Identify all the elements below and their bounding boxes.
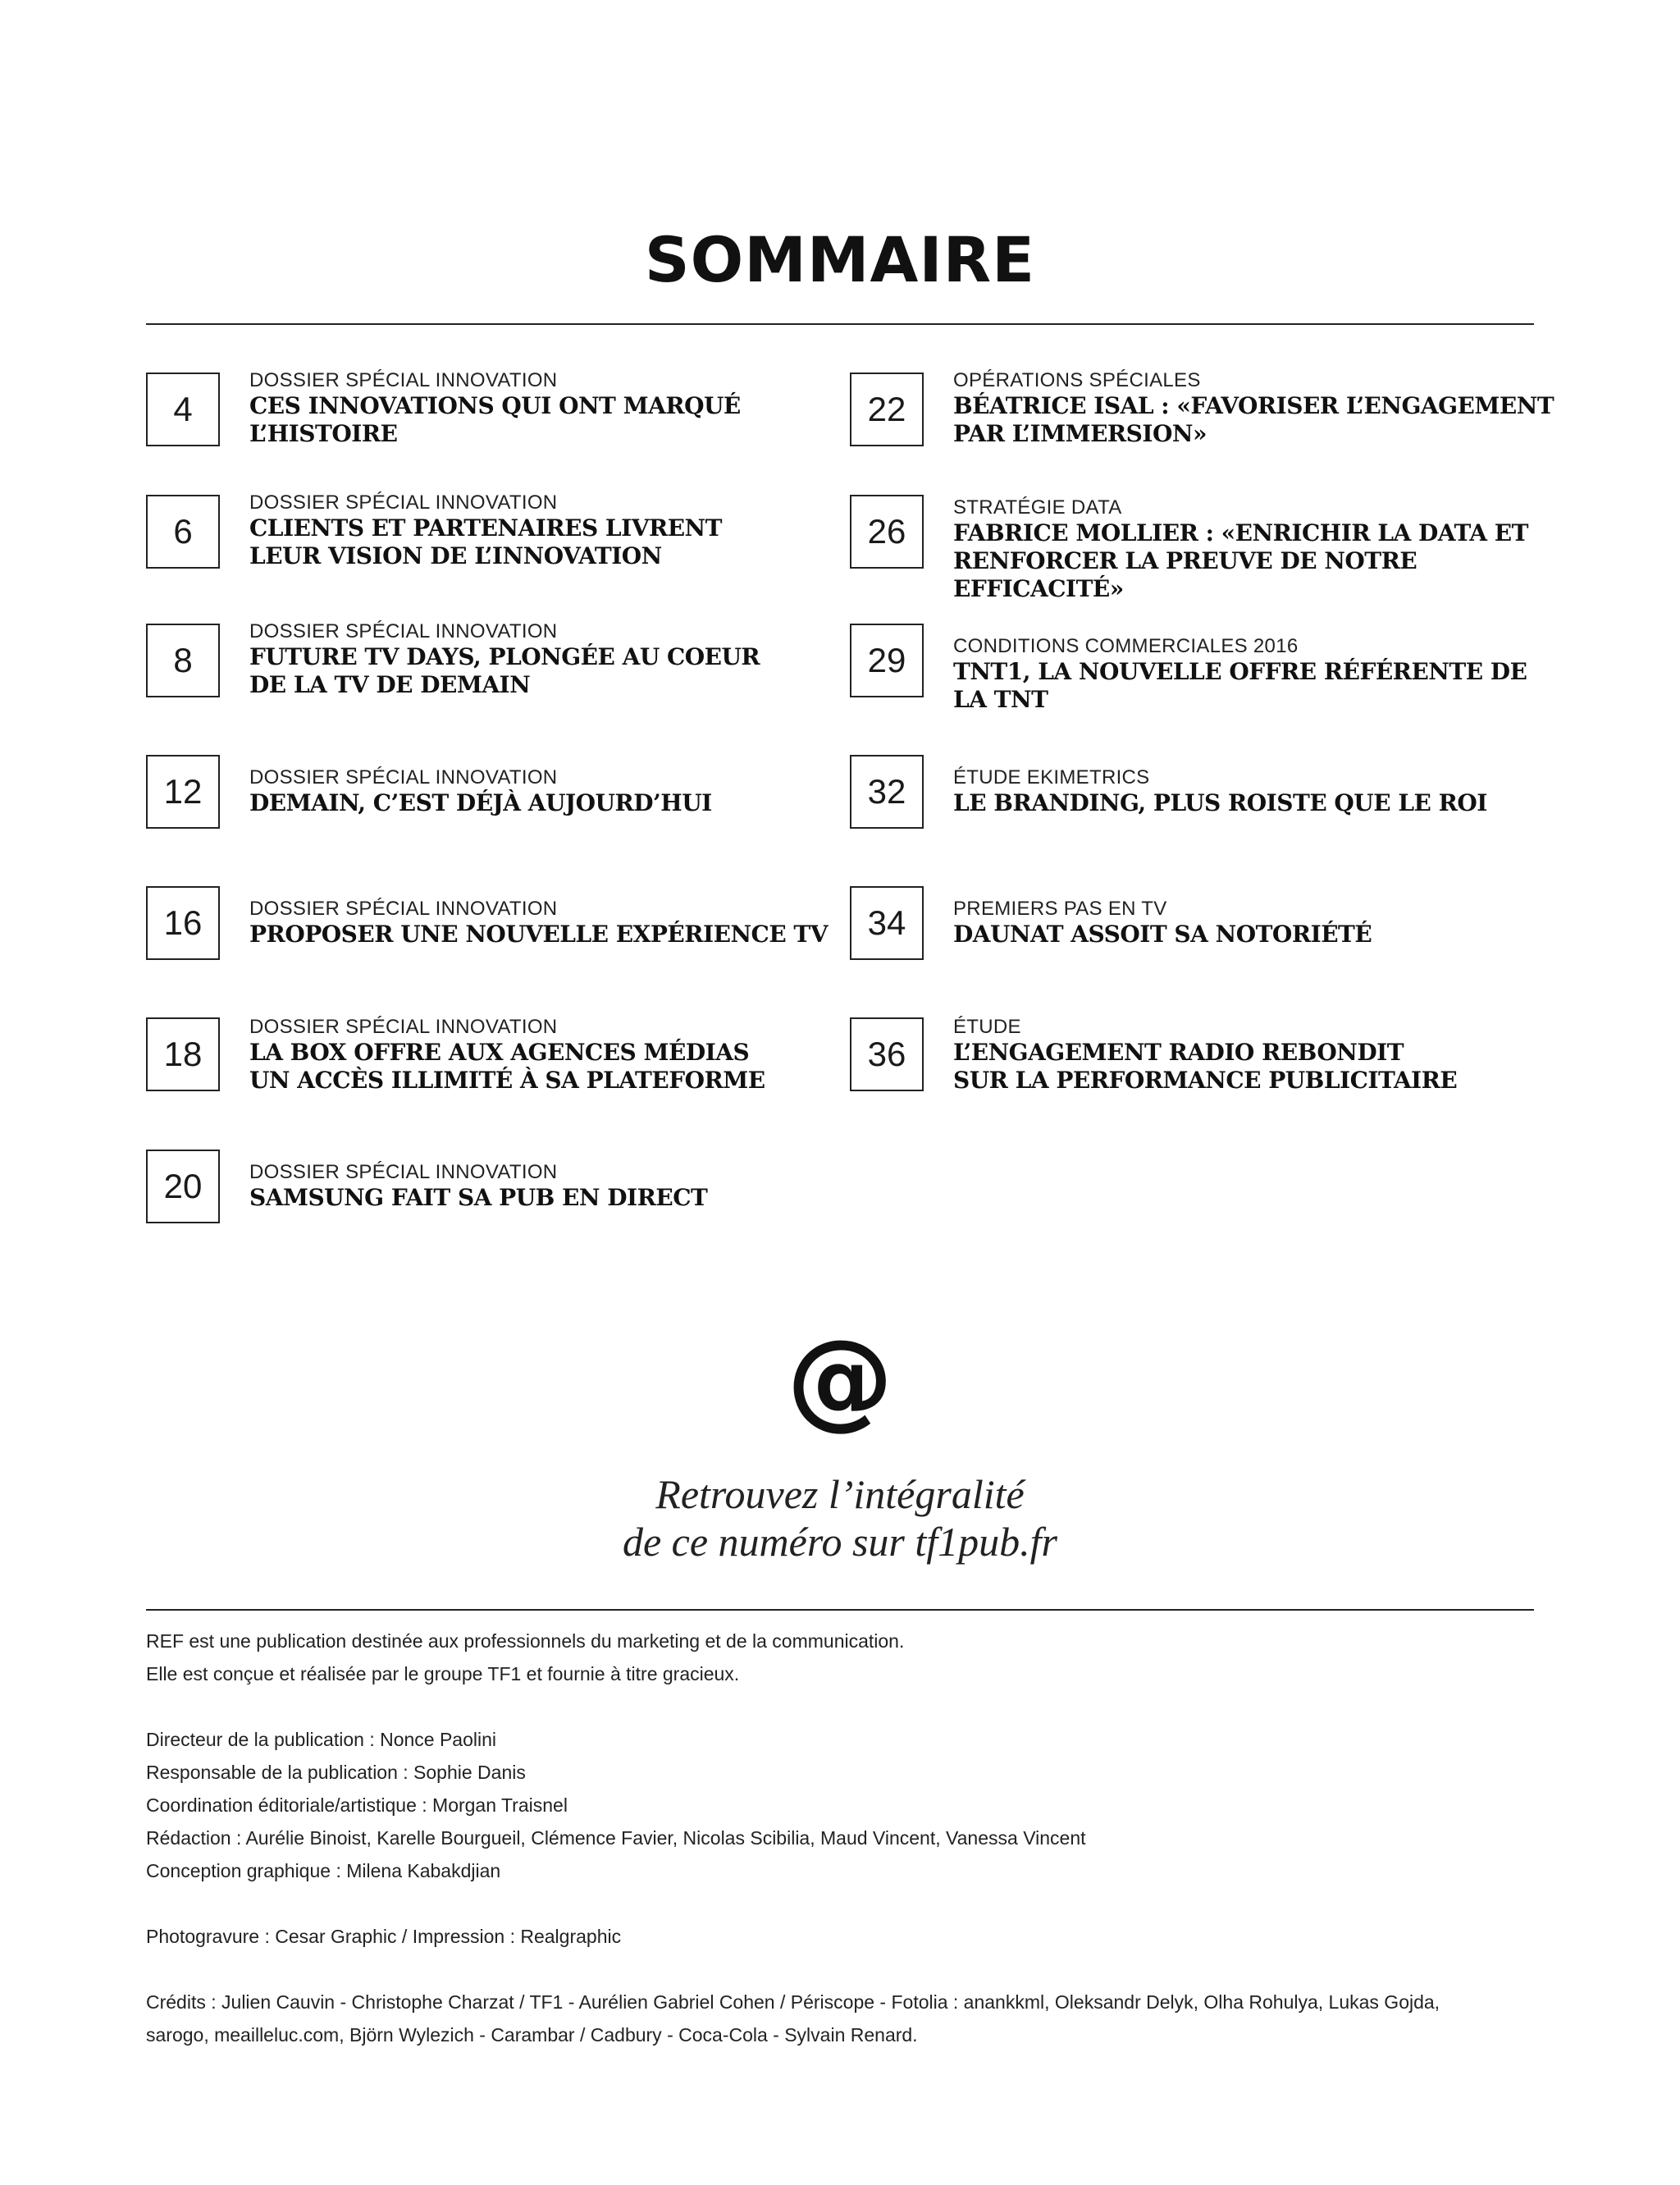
colophon-directeur: Directeur de la publication : Nonce Paolini [146, 1729, 497, 1750]
toc-entry[interactable] [850, 755, 1547, 837]
page-number-box: 32 [850, 755, 924, 829]
entry-headline: FABRICE MOLLIER : «ENRICHIR LA DATA ET RENFORCER LA PREUVE DE NOTRE EFFICACITÉ» [953, 519, 1528, 602]
page-number-box: 20 [146, 1150, 220, 1223]
entry-category: DOSSIER SPÉCIAL INNOVATION [249, 1016, 558, 1038]
toc-entry[interactable] [850, 369, 1554, 455]
entry-category: DOSSIER SPÉCIAL INNOVATION [249, 491, 558, 514]
entry-category: DOSSIER SPÉCIAL INNOVATION [249, 1161, 558, 1183]
entry-category: STRATÉGIE DATA [953, 496, 1122, 519]
entry-category: ÉTUDE EKIMETRICS [953, 766, 1150, 789]
entry-category: DOSSIER SPÉCIAL INNOVATION [249, 766, 558, 789]
entry-category: DOSSIER SPÉCIAL INNOVATION [249, 620, 558, 642]
entry-category: ÉTUDE [953, 1016, 1021, 1038]
page-title: SOMMAIRE [644, 223, 1036, 296]
colophon [146, 1625, 1534, 2051]
entry-headline: CES INNOVATIONS QUI ONT MARQUÉ L’HISTOIRE [249, 392, 741, 447]
entry-headline: L’ENGAGEMENT RADIO REBONDIT SUR LA PERFORMANCE PUBLICITAIRE [953, 1039, 1458, 1094]
entry-headline: TNT1, LA NOUVELLE OFFRE RÉFÉRENTE DE LA TNT [953, 658, 1527, 713]
promo-line-2: de ce numéro sur tf1pub.fr [622, 1519, 1058, 1565]
colophon-conception: Conception graphique : Milena Kabakdjian [146, 1860, 501, 1881]
entry-headline: PROPOSER UNE NOUVELLE EXPÉRIENCE TV [249, 921, 828, 948]
colophon-responsable: Responsable de la publication : Sophie Danis [146, 1762, 526, 1783]
entry-headline: FUTURE TV DAYS, PLONGÉE AU COEUR DE LA TV DE DEMAIN [249, 643, 760, 698]
bottom-divider [146, 1609, 1534, 1611]
at-sign-icon: @ [787, 1316, 893, 1441]
toc-entry[interactable] [146, 755, 843, 837]
website-promo[interactable] [0, 1470, 1680, 1566]
toc-entry[interactable] [850, 495, 1547, 602]
entry-category: PREMIERS PAS EN TV [953, 898, 1167, 920]
entry-headline: BÉATRICE ISAL : «FAVORISER L’ENGAGEMENT PAR L’IMMERSION» [953, 392, 1554, 447]
entry-headline: SAMSUNG FAIT SA PUB EN DIRECT [249, 1184, 708, 1211]
entry-category: DOSSIER SPÉCIAL INNOVATION [249, 369, 558, 391]
entry-category: DOSSIER SPÉCIAL INNOVATION [249, 898, 558, 920]
entry-headline: CLIENTS ET PARTENAIRES LIVRENT LEUR VISION DE L’INNOVATION [249, 514, 722, 569]
toc-entry[interactable] [146, 1017, 843, 1099]
colophon-intro-line: Elle est conçue et réalisée par le groupe TF1 et fournie à titre gracieux. [146, 1663, 740, 1684]
entry-headline: LA BOX OFFRE AUX AGENCES MÉDIAS UN ACCÈS ILLIMITÉ À SA PLATEFORME [249, 1039, 765, 1094]
page-number-box: 18 [146, 1017, 220, 1091]
entry-headline: DEMAIN, C’EST DÉJÀ AUJOURD’HUI [249, 789, 712, 816]
entry-headline: DAUNAT ASSOIT SA NOTORIÉTÉ [953, 921, 1372, 948]
page-number-box: 26 [850, 495, 924, 569]
page-number-box: 6 [146, 495, 220, 569]
colophon-photogravure: Photogravure : Cesar Graphic / Impression : Realgraphic [146, 1926, 622, 1947]
page-number-box: 29 [850, 624, 924, 697]
page-number-box: 16 [146, 886, 220, 960]
colophon-credits: Crédits : Julien Cauvin - Christophe Charzat / TF1 - Aurélien Gabriel Cohen / Périscope - Fotolia : anankkml, Oleksandr Delyk, Olha Rohulya, Lukas Gojda, [146, 1991, 1440, 2013]
page-number-box: 22 [850, 373, 924, 446]
toc-entry[interactable] [146, 1150, 843, 1232]
toc-entry[interactable] [850, 886, 1547, 968]
page-number-box: 12 [146, 755, 220, 829]
page-number-box: 36 [850, 1017, 924, 1091]
colophon-intro-line: REF est une publication destinée aux professionnels du marketing et de la communication. [146, 1630, 905, 1652]
colophon-credits: sarogo, meailleluc.com, Björn Wylezich - Carambar / Cadbury - Coca-Cola - Sylvain Renard. [146, 2024, 918, 2046]
page-number-box: 8 [146, 624, 220, 697]
promo-line-1: Retrouvez l’intégralité [655, 1471, 1025, 1517]
toc-entry[interactable] [146, 620, 843, 706]
entry-headline: LE BRANDING, PLUS ROISTE QUE LE ROI [953, 789, 1487, 816]
top-divider [146, 323, 1534, 325]
page-number-box: 4 [146, 373, 220, 446]
toc-entry[interactable] [146, 886, 843, 968]
toc-entry[interactable] [850, 624, 1547, 713]
entry-category: OPÉRATIONS SPÉCIALES [953, 369, 1201, 391]
colophon-redaction: Rédaction : Aurélie Binoist, Karelle Bourgueil, Clémence Favier, Nicolas Scibilia, Maud Vincent, Vanessa Vincent [146, 1827, 1086, 1849]
entry-category: CONDITIONS COMMERCIALES 2016 [953, 635, 1299, 657]
colophon-coordination: Coordination éditoriale/artistique : Morgan Traisnel [146, 1794, 568, 1816]
toc-entry[interactable] [146, 369, 843, 455]
toc-entry[interactable] [850, 1017, 1547, 1099]
toc-entry[interactable] [146, 491, 843, 577]
page-number-box: 34 [850, 886, 924, 960]
